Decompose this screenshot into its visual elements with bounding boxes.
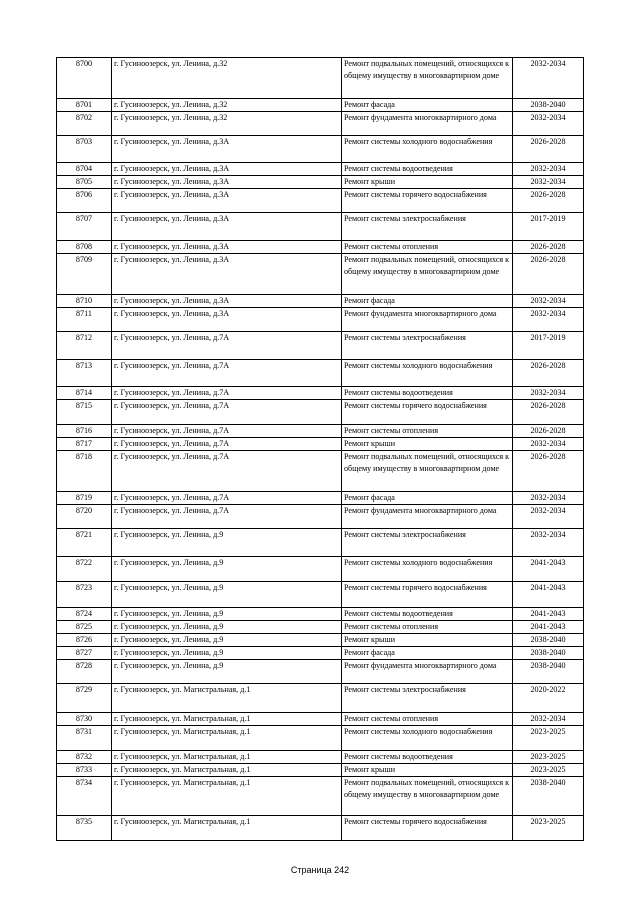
row-work-type: Ремонт подвальных помещений, относящихся к общему имуществу в многоквартирном доме [342,58,513,99]
row-number: 8721 [57,529,112,557]
row-period: 2026-2028 [513,241,584,254]
page-number: Страница 242 [290,865,350,875]
row-work-type: Ремонт крыши [342,764,513,777]
row-number: 8724 [57,608,112,621]
row-address: г. Гусиноозерск, ул. Ленина, д.7А [112,400,342,425]
row-period: 2038-2040 [513,634,584,647]
row-work-type: Ремонт фундамента многоквартирного дома [342,112,513,136]
row-work-type: Ремонт системы холодного водоснабжения [342,557,513,582]
row-period: 2041-2043 [513,621,584,634]
row-number: 8703 [57,136,112,163]
row-number: 8716 [57,425,112,438]
row-period: 2032-2034 [513,308,584,332]
row-period: 2041-2043 [513,582,584,608]
row-period: 2032-2034 [513,505,584,529]
row-address: г. Гусиноозерск, ул. Ленина, д.7А [112,387,342,400]
table-row [57,505,584,529]
row-work-type: Ремонт системы горячего водоснабжения [342,400,513,425]
row-number: 8726 [57,634,112,647]
row-period: 2017-2019 [513,332,584,360]
row-work-type: Ремонт системы отопления [342,241,513,254]
table-row [57,189,584,213]
row-number: 8715 [57,400,112,425]
table-row [57,816,584,841]
row-address: г. Гусиноозерск, ул. Ленина, д.3А [112,241,342,254]
row-number: 8704 [57,163,112,176]
table-row [57,295,584,308]
row-work-type: Ремонт системы водоотведения [342,751,513,764]
table-row [57,751,584,764]
row-address: г. Гусиноозерск, ул. Ленина, д.32 [112,58,342,99]
row-number: 8730 [57,713,112,726]
row-address: г. Гусиноозерск, ул. Магистральная, д.1 [112,726,342,751]
row-period: 2026-2028 [513,189,584,213]
row-address: г. Гусиноозерск, ул. Ленина, д.7А [112,492,342,505]
row-number: 8731 [57,726,112,751]
row-period: 2026-2028 [513,400,584,425]
row-work-type: Ремонт системы электроснабжения [342,684,513,713]
row-work-type: Ремонт системы горячего водоснабжения [342,582,513,608]
table-row [57,660,584,684]
row-number: 8718 [57,451,112,492]
table-row [57,438,584,451]
row-number: 8723 [57,582,112,608]
table-row [57,777,584,816]
row-period: 2026-2028 [513,451,584,492]
row-period: 2041-2043 [513,608,584,621]
row-address: г. Гусиноозерск, ул. Ленина, д.9 [112,608,342,621]
row-number: 8706 [57,189,112,213]
row-number: 8727 [57,647,112,660]
table-row [57,360,584,387]
table-row [57,582,584,608]
row-address: г. Гусиноозерск, ул. Ленина, д.3А [112,254,342,295]
row-period: 2032-2034 [513,387,584,400]
row-period: 2032-2034 [513,112,584,136]
table-row [57,387,584,400]
row-work-type: Ремонт фундамента многоквартирного дома [342,660,513,684]
table-row [57,647,584,660]
table-row [57,176,584,189]
row-work-type: Ремонт фундамента многоквартирного дома [342,505,513,529]
row-work-type: Ремонт системы водоотведения [342,163,513,176]
row-period: 2026-2028 [513,360,584,387]
row-period: 2023-2025 [513,726,584,751]
row-number: 8720 [57,505,112,529]
table-row [57,684,584,713]
row-number: 8734 [57,777,112,816]
table-row [57,492,584,505]
row-period: 2026-2028 [513,136,584,163]
row-work-type: Ремонт фасада [342,99,513,112]
row-period: 2032-2034 [513,438,584,451]
row-work-type: Ремонт подвальных помещений, относящихся к общему имуществу в многоквартирном доме [342,451,513,492]
row-period: 2023-2025 [513,764,584,777]
row-period: 2032-2034 [513,529,584,557]
table-row [57,621,584,634]
row-period: 2032-2034 [513,713,584,726]
row-work-type: Ремонт фасада [342,492,513,505]
row-address: г. Гусиноозерск, ул. Ленина, д.3А [112,176,342,189]
row-number: 8732 [57,751,112,764]
table-row [57,557,584,582]
row-period: 2020-2022 [513,684,584,713]
row-address: г. Гусиноозерск, ул. Магистральная, д.1 [112,764,342,777]
row-period: 2032-2034 [513,176,584,189]
row-period: 2017-2019 [513,213,584,241]
row-work-type: Ремонт системы отопления [342,621,513,634]
row-work-type: Ремонт подвальных помещений, относящихся к общему имуществу в многоквартирном доме [342,254,513,295]
table-row [57,634,584,647]
row-number: 8735 [57,816,112,841]
row-number: 8728 [57,660,112,684]
row-period: 2038-2040 [513,660,584,684]
row-period: 2026-2028 [513,254,584,295]
row-work-type: Ремонт системы отопления [342,425,513,438]
row-number: 8705 [57,176,112,189]
row-work-type: Ремонт системы холодного водоснабжения [342,360,513,387]
row-work-type: Ремонт фасада [342,647,513,660]
row-address: г. Гусиноозерск, ул. Ленина, д.9 [112,647,342,660]
table-row [57,58,584,99]
row-address: г. Гусиноозерск, ул. Ленина, д.3А [112,136,342,163]
row-number: 8733 [57,764,112,777]
row-address: г. Гусиноозерск, ул. Ленина, д.7А [112,505,342,529]
row-address: г. Гусиноозерск, ул. Ленина, д.9 [112,582,342,608]
row-address: г. Гусиноозерск, ул. Магистральная, д.1 [112,713,342,726]
row-work-type: Ремонт системы отопления [342,713,513,726]
row-work-type: Ремонт крыши [342,438,513,451]
row-period: 2038-2040 [513,647,584,660]
table-row [57,241,584,254]
row-address: г. Гусиноозерск, ул. Ленина, д.9 [112,529,342,557]
row-address: г. Гусиноозерск, ул. Ленина, д.7А [112,425,342,438]
row-work-type: Ремонт фасада [342,295,513,308]
table-row [57,400,584,425]
row-number: 8717 [57,438,112,451]
table-row [57,99,584,112]
row-number: 8729 [57,684,112,713]
row-number: 8725 [57,621,112,634]
row-number: 8709 [57,254,112,295]
row-address: г. Гусиноозерск, ул. Ленина, д.7А [112,332,342,360]
row-number: 8711 [57,308,112,332]
table-row [57,163,584,176]
row-address: г. Гусиноозерск, ул. Ленина, д.3А [112,189,342,213]
row-address: г. Гусиноозерск, ул. Ленина, д.3А [112,295,342,308]
table-row [57,451,584,492]
row-work-type: Ремонт крыши [342,176,513,189]
row-address: г. Гусиноозерск, ул. Магистральная, д.1 [112,777,342,816]
row-period: 2038-2040 [513,777,584,816]
row-period: 2023-2025 [513,751,584,764]
row-address: г. Гусиноозерск, ул. Магистральная, д.1 [112,684,342,713]
row-number: 8719 [57,492,112,505]
row-period: 2041-2043 [513,557,584,582]
table-row [57,764,584,777]
row-address: г. Гусиноозерск, ул. Ленина, д.7А [112,438,342,451]
works-table-body [57,58,584,841]
table-row [57,112,584,136]
row-work-type: Ремонт системы электроснабжения [342,332,513,360]
table-row [57,608,584,621]
row-number: 8701 [57,99,112,112]
row-work-type: Ремонт системы холодного водоснабжения [342,726,513,751]
row-period: 2032-2034 [513,492,584,505]
works-table [56,57,584,841]
row-address: г. Гусиноозерск, ул. Магистральная, д.1 [112,751,342,764]
row-address: г. Гусиноозерск, ул. Ленина, д.7А [112,360,342,387]
table-row [57,332,584,360]
table-row [57,308,584,332]
row-work-type: Ремонт системы электроснабжения [342,213,513,241]
row-work-type: Ремонт подвальных помещений, относящихся к общему имуществу в многоквартирном доме [342,777,513,816]
row-address: г. Гусиноозерск, ул. Ленина, д.7А [112,451,342,492]
row-number: 8702 [57,112,112,136]
row-work-type: Ремонт системы электроснабжения [342,529,513,557]
row-number: 8714 [57,387,112,400]
row-number: 8713 [57,360,112,387]
row-number: 8712 [57,332,112,360]
row-work-type: Ремонт системы холодного водоснабжения [342,136,513,163]
row-number: 8707 [57,213,112,241]
row-work-type: Ремонт системы водоотведения [342,387,513,400]
row-period: 2026-2028 [513,425,584,438]
table-row [57,254,584,295]
table-row [57,713,584,726]
table-row [57,213,584,241]
row-work-type: Ремонт системы горячего водоснабжения [342,816,513,841]
table-row [57,726,584,751]
row-address: г. Гусиноозерск, ул. Магистральная, д.1 [112,816,342,841]
table-row [57,529,584,557]
row-number: 8708 [57,241,112,254]
table-row [57,425,584,438]
row-number: 8722 [57,557,112,582]
row-number: 8710 [57,295,112,308]
row-period: 2032-2034 [513,163,584,176]
row-address: г. Гусиноозерск, ул. Ленина, д.9 [112,660,342,684]
row-work-type: Ремонт системы водоотведения [342,608,513,621]
row-work-type: Ремонт фундамента многоквартирного дома [342,308,513,332]
row-period: 2038-2040 [513,99,584,112]
row-work-type: Ремонт крыши [342,634,513,647]
table-row [57,136,584,163]
row-period: 2032-2034 [513,58,584,99]
row-address: г. Гусиноозерск, ул. Ленина, д.3А [112,308,342,332]
row-work-type: Ремонт системы горячего водоснабжения [342,189,513,213]
row-address: г. Гусиноозерск, ул. Ленина, д.32 [112,112,342,136]
row-address: г. Гусиноозерск, ул. Ленина, д.9 [112,621,342,634]
row-address: г. Гусиноозерск, ул. Ленина, д.3А [112,213,342,241]
row-period: 2023-2025 [513,816,584,841]
row-address: г. Гусиноозерск, ул. Ленина, д.3А [112,163,342,176]
row-address: г. Гусиноозерск, ул. Ленина, д.9 [112,557,342,582]
row-period: 2032-2034 [513,295,584,308]
row-address: г. Гусиноозерск, ул. Ленина, д.9 [112,634,342,647]
row-number: 8700 [57,58,112,99]
row-address: г. Гусиноозерск, ул. Ленина, д.32 [112,99,342,112]
